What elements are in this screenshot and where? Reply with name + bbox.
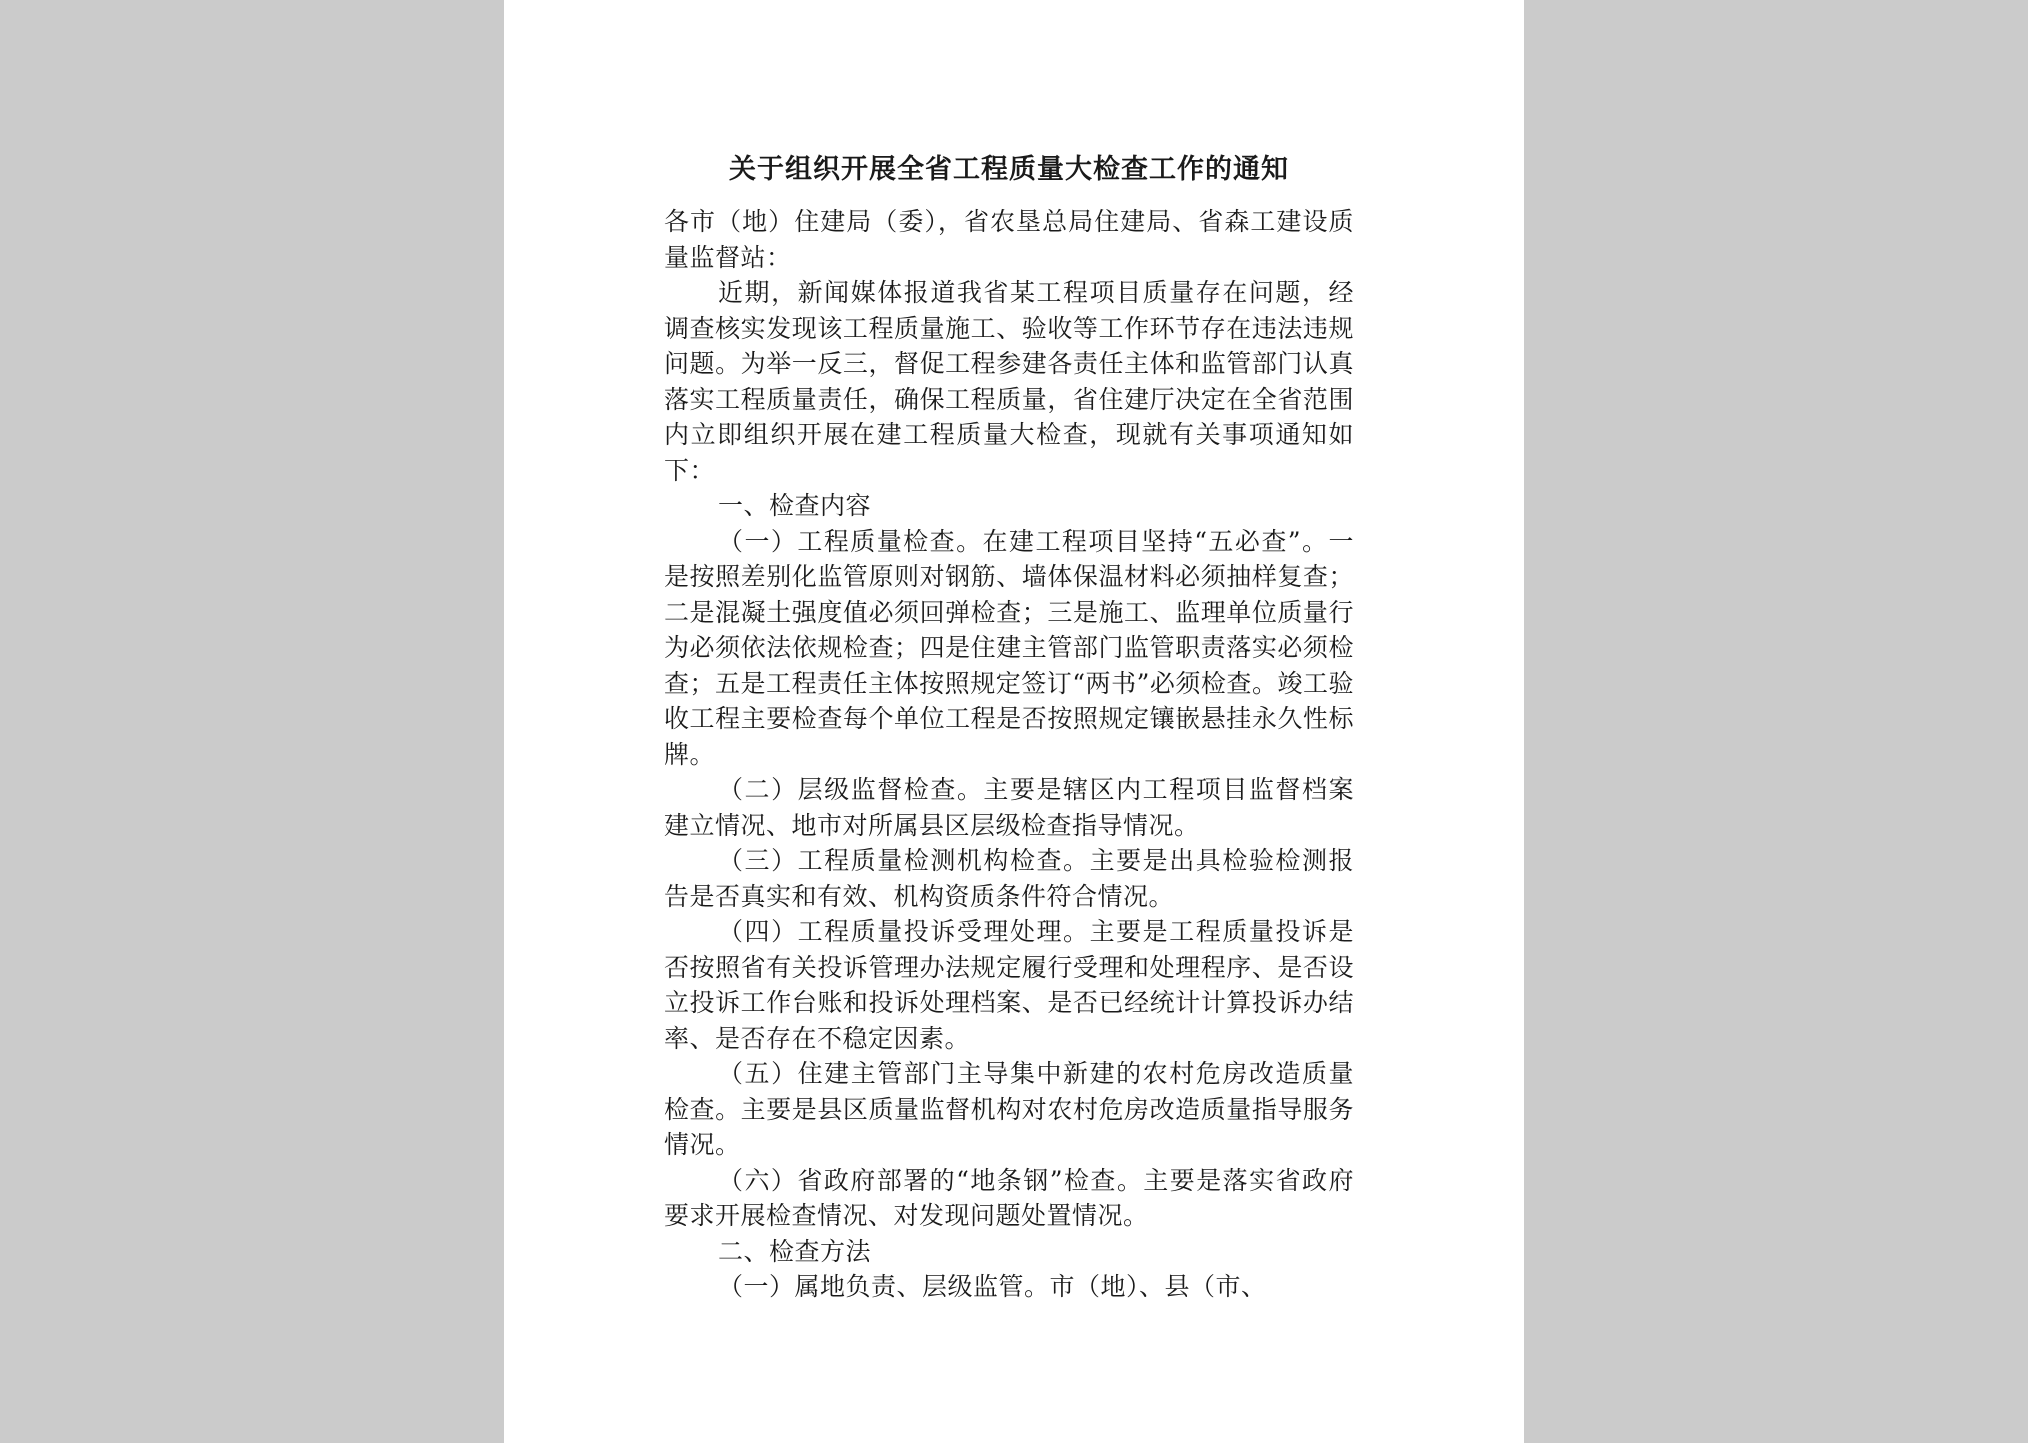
item-rural-housing-check: （五）住建主管部门主导集中新建的农村危房改造质量检查。主要是县区质量监督机构对农村危房改造质量指导服务情况。: [664, 1059, 1354, 1159]
item-quality-check: （一）工程质量检查。在建工程项目坚持“五必查”。一是按照差别化监管原则对钢筋、墙体保温材料必须抽样复查；二是混凝土强度值必须回弹检查；三是施工、监理单位质量行为必须依法依规检查；四是住建主管部门监管职责落实必须检查；五是工程责任主体按照规定签订“两书”必须检查。竣工验收工程主要检查每个单位工程是否按照规定镶嵌悬挂永久性标牌。: [664, 526, 1354, 769]
addressee-line: 各市（地）住建局（委），省农垦总局住建局、省森工建设质量监督站：: [664, 207, 1354, 272]
intro-paragraph: 近期，新闻媒体报道我省某工程项目质量存在问题，经调查核实发现该工程质量施工、验收等工作环节存在违法违规问题。为举一反三，督促工程参建各责任主体和监管部门认真落实工程质量责任，确保工程质量，省住建厅决定在全省范围内立即组织开展在建工程质量大检查，现就有关事项通知如下：: [664, 278, 1354, 485]
item-complaint-handling: （四）工程质量投诉受理处理。主要是工程质量投诉是否按照省有关投诉管理办法规定履行受理和处理程序、是否设立投诉工作台账和投诉处理档案、是否已经统计计算投诉办结率、是否存在不稳定因素。: [664, 917, 1354, 1053]
document-page: [504, 0, 1524, 1443]
item-steel-check: （六）省政府部署的“地条钢”检查。主要是落实省政府要求开展检查情况、对发现问题处置情况。: [664, 1165, 1354, 1230]
document-title: 关于组织开展全省工程质量大检查工作的通知: [729, 154, 1289, 185]
item-testing-agency-check: （三）工程质量检测机构检查。主要是出具检验检测报告是否真实和有效、机构资质条件符合情况。: [664, 846, 1354, 911]
page-content: [664, 150, 1354, 1305]
section-heading-content: 一、检查内容: [718, 491, 872, 520]
item-hierarchical-supervision: （二）层级监督检查。主要是辖区内工程项目监督档案建立情况、地市对所属县区层级检查指导情况。: [664, 775, 1354, 840]
item-territorial-responsibility: （一）属地负责、层级监管。市（地）、县（市、: [718, 1272, 1267, 1301]
section-heading-method: 二、检查方法: [718, 1236, 872, 1266]
